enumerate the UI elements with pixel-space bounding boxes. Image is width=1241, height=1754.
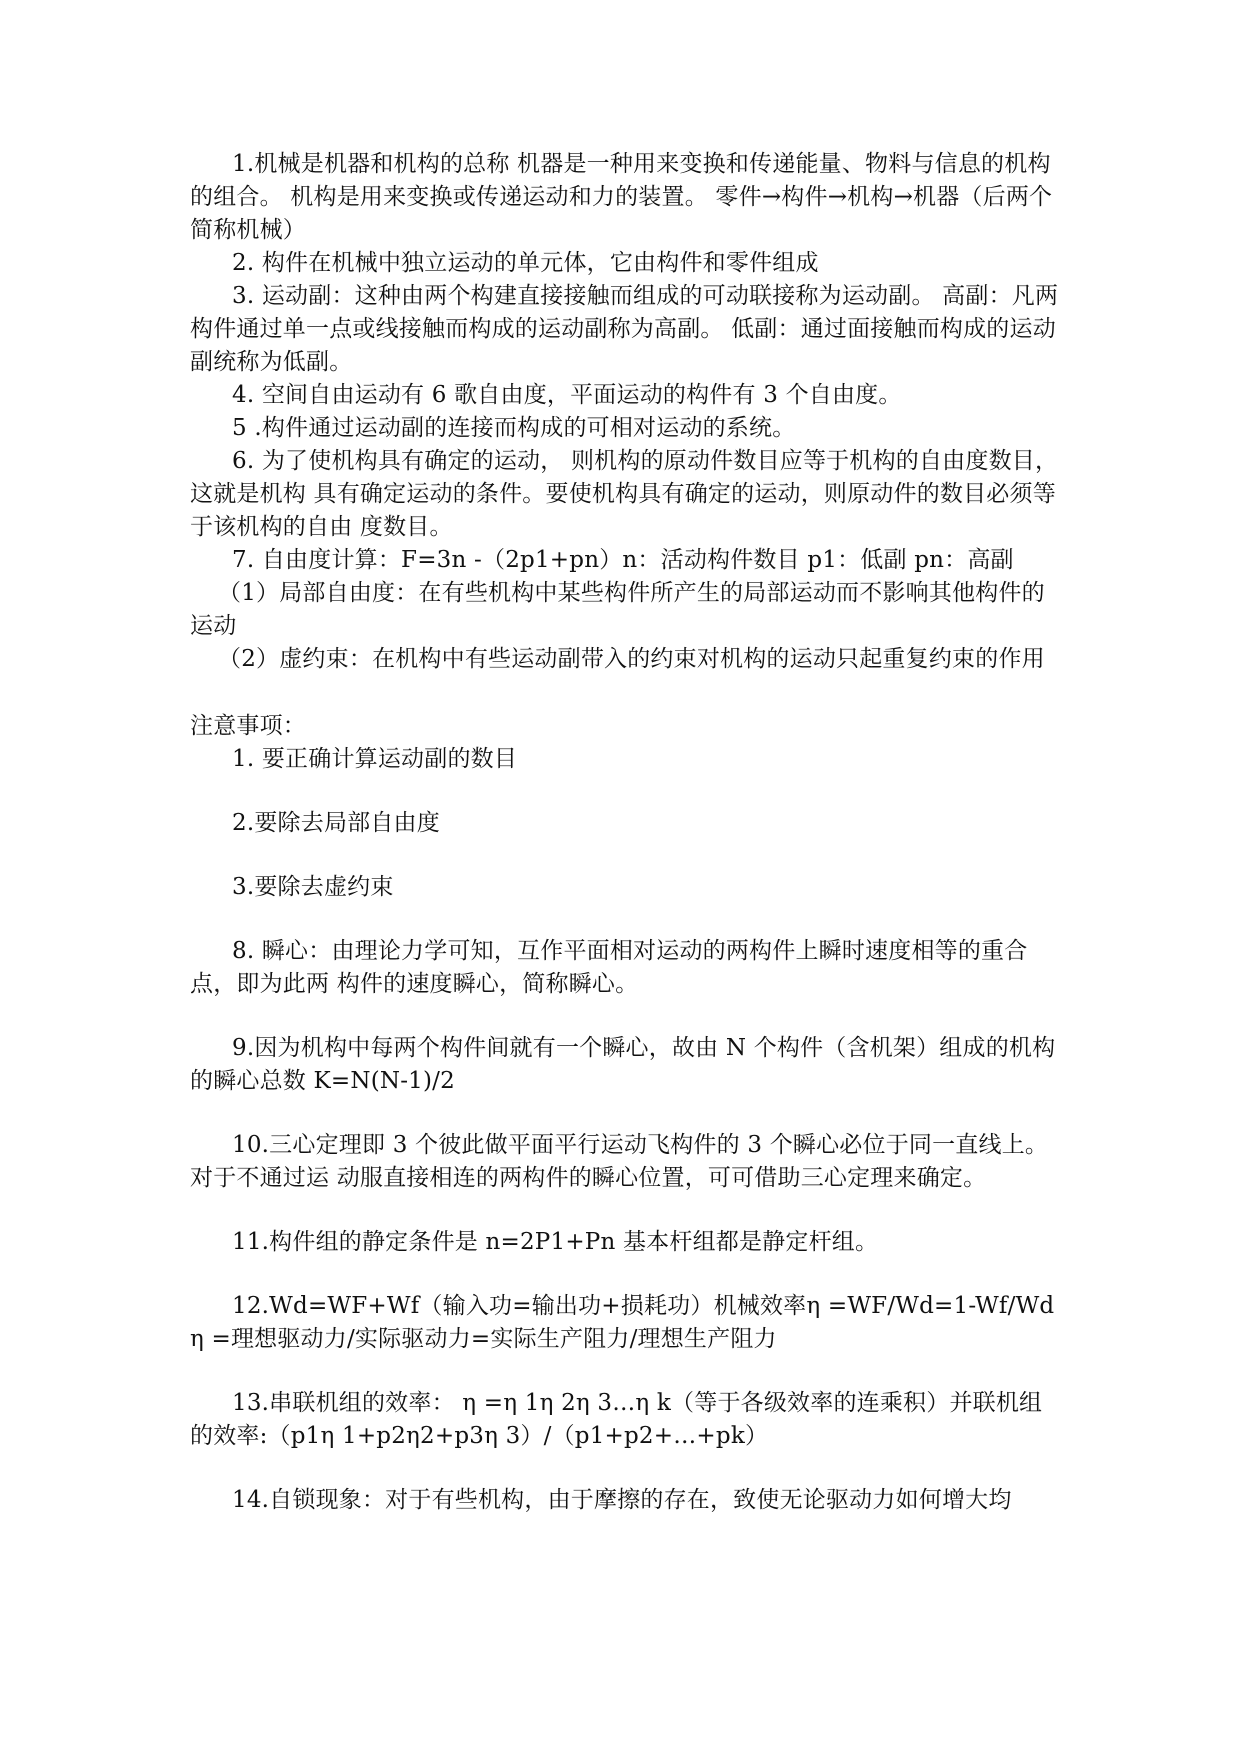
paragraph-7-sub-1: （1）局部自由度：在有些机构中某些构件所产生的局部运动而不影响其他构件的运动	[190, 580, 1045, 639]
paragraph-8: 8. 瞬心：由理论力学可知，互作平面相对运动的两构件上瞬时速度相等的重合点，即为此两 构件的速度瞬心，简称瞬心。	[190, 938, 1028, 997]
paragraph-3: 3. 运动副：这种由两个构建直接接触而组成的可动联接称为运动副。 高副：凡两构件通过单一点或线接触而构成的运动副称为高副。 低副：通过面接触而构成的运动副统称为低副。	[190, 283, 1059, 375]
paragraph-1: 1.机械是机器和机构的总称 机器是一种用来变换和传递能量、物料与信息的机构的组合。 机构是用来变换或传递运动和力的装置。 零件→构件→机构→机器（后两个简称机械）	[190, 151, 1053, 243]
paragraph-10: 10.三心定理即 3 个彼此做平面平行运动飞构件的 3 个瞬心必位于同一直线上。 对于不通过运 动服直接相连的两构件的瞬心位置，可可借助三心定理来确定。	[190, 1132, 1049, 1191]
note-1: 1. 要正确计算运动副的数目	[232, 746, 518, 772]
note-2: 2.要除去局部自由度	[232, 810, 440, 836]
paragraph-12: 12.Wd=WF+Wf（输入功=输出功+损耗功）机械效率η =WF/Wd=1-Wf/Wd η =理想驱动力/实际驱动力=实际生产阻力/理想生产阻力	[190, 1293, 1055, 1352]
paragraph-7-sub-2: （2）虚约束：在机构中有些运动副带入的约束对机构的运动只起重复约束的作用	[218, 646, 1045, 672]
paragraph-13: 13.串联机组的效率： η =η 1η 2η 3…η k（等于各级效率的连乘积）并联机组的效率:（p1η 1+p2η2+p3η 3）/（p1+p2+…+pk）	[190, 1390, 1043, 1449]
document-body	[190, 148, 1060, 1517]
paragraph-6: 6. 为了使机构具有确定的运动， 则机构的原动件数目应等于机构的自由度数目， 这就是机构 具有确定运动的条件。要使机构具有确定的运动，则原动件的数目必须等于该机构的自由 度数目。	[190, 448, 1059, 540]
paragraph-4: 4. 空间自由运动有 6 歌自由度，平面运动的构件有 3 个自由度。	[232, 382, 902, 408]
paragraph-11: 11.构件组的静定条件是 n=2P1+Pn 基本杆组都是静定杆组。	[232, 1229, 879, 1255]
paragraph-14: 14.自锁现象：对于有些机构，由于摩擦的存在，致使无论驱动力如何增大均	[232, 1487, 1012, 1513]
note-3: 3.要除去虚约束	[232, 874, 394, 900]
paragraph-7: 7. 自由度计算：F=3n -（2p1+pn）n：活动构件数目 p1：低副 pn：高副	[232, 547, 1014, 573]
paragraph-2: 2. 构件在机械中独立运动的单元体，它由构件和零件组成	[232, 250, 819, 276]
paragraph-9: 9.因为机构中每两个构件间就有一个瞬心，故由 N 个构件（含机架）组成的机构的瞬心总数 K=N(N-1)/2	[190, 1035, 1056, 1094]
paragraph-5: 5 .构件通过运动副的连接而构成的可相对运动的系统。	[232, 415, 796, 441]
notes-heading: 注意事项：	[190, 713, 306, 739]
